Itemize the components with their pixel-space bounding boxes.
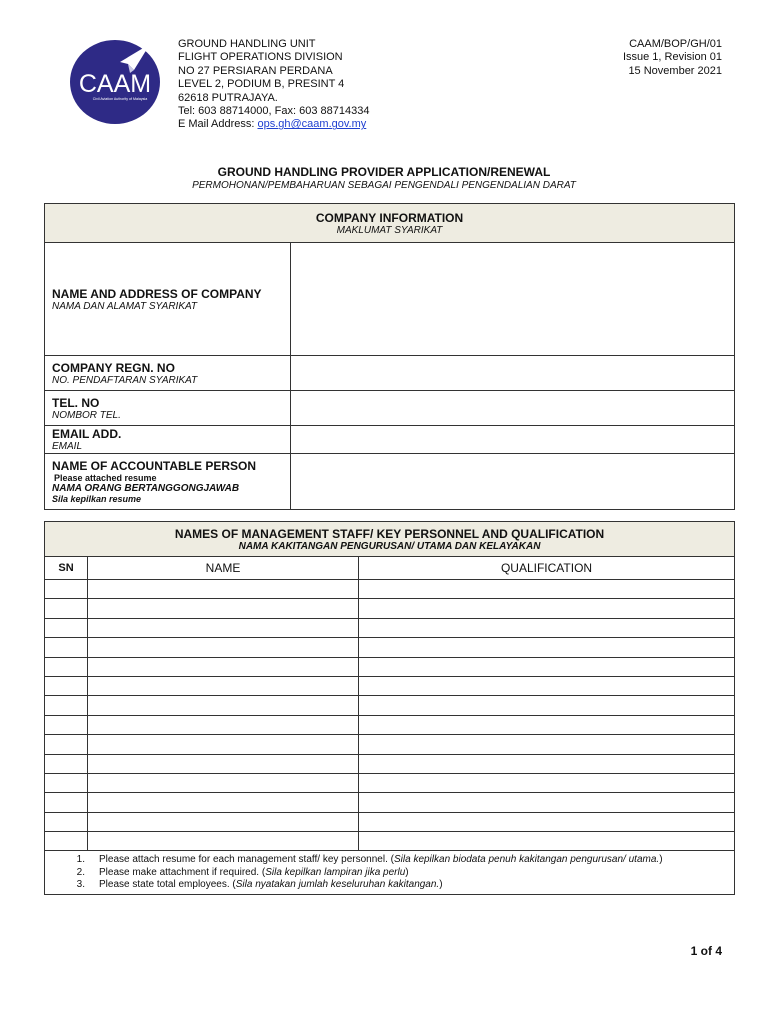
- name-cell[interactable]: [88, 696, 359, 715]
- label-en: COMPANY REGN. NO: [52, 360, 175, 375]
- company-info-title: COMPANY INFORMATION: [315, 210, 464, 225]
- note-text-ms: Sila kepilkan lampiran jika perlu: [265, 866, 406, 878]
- staff-table-header: [45, 522, 735, 557]
- label-en: NAME OF ACCOUNTABLE PERSON: [52, 459, 256, 473]
- note-text: Please attach resume for each management staff/ key personnel. (: [99, 854, 394, 866]
- address-line: FLIGHT OPERATIONS DIVISION: [178, 51, 343, 64]
- table-row: [45, 657, 735, 676]
- name-cell[interactable]: [88, 618, 359, 637]
- qualification-cell[interactable]: [359, 832, 735, 851]
- form-title: GROUND HANDLING PROVIDER APPLICATION/RENEWAL: [217, 165, 551, 179]
- sn-cell[interactable]: [45, 580, 88, 599]
- address-line: GROUND HANDLING UNIT: [178, 38, 316, 50]
- col-header-name: NAME: [88, 557, 359, 580]
- sn-cell[interactable]: [45, 676, 88, 695]
- tel-label: [45, 391, 291, 426]
- address-line: LEVEL 2, PODIUM B, PRESINT 4: [178, 78, 345, 91]
- company-info-table: [44, 203, 735, 510]
- label-en: NAME AND ADDRESS OF COMPANY: [52, 286, 262, 301]
- qualification-cell[interactable]: [359, 754, 735, 773]
- table-row: [45, 793, 735, 812]
- note-item: [45, 879, 734, 892]
- accountable-person-field[interactable]: [291, 454, 735, 510]
- qualification-cell[interactable]: [359, 638, 735, 657]
- sn-cell[interactable]: [45, 599, 88, 618]
- name-cell[interactable]: [88, 735, 359, 754]
- name-cell[interactable]: [88, 599, 359, 618]
- note-text-ms: Sila kepilkan biodata penuh kakitangan pengurusan/ utama.: [393, 854, 660, 866]
- accountable-person-label: [45, 454, 291, 510]
- name-cell[interactable]: [88, 773, 359, 792]
- name-cell[interactable]: [88, 812, 359, 831]
- name-cell[interactable]: [88, 580, 359, 599]
- note-text: Please state total employees. (: [99, 879, 236, 891]
- tel-field[interactable]: [291, 391, 735, 426]
- note-text-ms: Sila nyatakan jumlah keseluruhan kakitangan.: [235, 879, 440, 891]
- note-number: 2.: [76, 866, 85, 878]
- sn-cell[interactable]: [45, 754, 88, 773]
- company-info-title-ms: MAKLUMAT SYARIKAT: [336, 224, 443, 236]
- note-end: ): [439, 879, 443, 891]
- qualification-cell[interactable]: [359, 657, 735, 676]
- name-cell[interactable]: [88, 657, 359, 676]
- table-row: [45, 812, 735, 831]
- logo-subtext: Civil Aviation Authority of Malaysia: [92, 97, 148, 101]
- table-row: [45, 773, 735, 792]
- sn-cell[interactable]: [45, 715, 88, 734]
- name-cell[interactable]: [88, 754, 359, 773]
- sn-cell[interactable]: [45, 638, 88, 657]
- table-row: [45, 676, 735, 695]
- email-line: [178, 118, 369, 131]
- note-number: 1.: [76, 854, 85, 866]
- note-end: ): [659, 854, 663, 866]
- note-end: ): [405, 866, 409, 878]
- qualification-cell[interactable]: [359, 812, 735, 831]
- label-note: Please attached resume: [54, 473, 157, 483]
- table-row: [45, 754, 735, 773]
- table-row: [45, 618, 735, 637]
- address-line: Tel: 603 88714000, Fax: 603 88714334: [178, 105, 370, 118]
- sn-cell[interactable]: [45, 618, 88, 637]
- sn-cell[interactable]: [45, 793, 88, 812]
- sn-cell[interactable]: [45, 773, 88, 792]
- qualification-cell[interactable]: [359, 696, 735, 715]
- logo-text: CAAM: [78, 70, 152, 98]
- email-label: E Mail Address:: [178, 118, 258, 131]
- note-item: [45, 854, 734, 867]
- qualification-cell[interactable]: [359, 735, 735, 754]
- doc-date: 15 November 2021: [628, 64, 722, 77]
- qualification-cell[interactable]: [359, 618, 735, 637]
- email-add-label: [45, 426, 291, 454]
- label-en: TEL. NO: [52, 395, 100, 410]
- qualification-cell[interactable]: [359, 676, 735, 695]
- col-header-qualification: QUALIFICATION: [359, 557, 735, 580]
- qualification-cell[interactable]: [359, 773, 735, 792]
- staff-table: [44, 521, 735, 895]
- label-ms: EMAIL: [52, 441, 83, 452]
- table-row: [45, 638, 735, 657]
- name-cell[interactable]: [88, 715, 359, 734]
- staff-title-ms: NAMA KAKITANGAN PENGURUSAN/ UTAMA DAN KELAYAKAN: [238, 540, 541, 552]
- company-info-header: [45, 204, 735, 243]
- address-line: NO 27 PERSIARAN PERDANA: [178, 64, 333, 77]
- name-cell[interactable]: [88, 676, 359, 695]
- email-link[interactable]: ops.gh@caam.gov.my: [257, 118, 367, 131]
- sn-cell[interactable]: [45, 696, 88, 715]
- doc-code: CAAM/BOP/GH/01: [629, 38, 722, 50]
- notes-cell: [45, 851, 735, 895]
- qualification-cell[interactable]: [359, 580, 735, 599]
- sn-cell[interactable]: [45, 735, 88, 754]
- staff-title: NAMES OF MANAGEMENT STAFF/ KEY PERSONNEL AND QUALIFICATION: [174, 526, 605, 541]
- table-row: [45, 715, 735, 734]
- table-row: [45, 580, 735, 599]
- caam-logo: [70, 40, 160, 124]
- sn-cell[interactable]: [45, 832, 88, 851]
- document-reference: [623, 38, 722, 78]
- name-cell[interactable]: [88, 793, 359, 812]
- name-cell[interactable]: [88, 832, 359, 851]
- note-text: Please make attachment if required. (: [99, 866, 266, 878]
- table-row: [45, 696, 735, 715]
- table-row: [45, 599, 735, 618]
- sn-cell[interactable]: [45, 657, 88, 676]
- table-row: [45, 735, 735, 754]
- table-row: [45, 832, 735, 851]
- page-number: 1 of 4: [690, 944, 722, 958]
- notes-row: [45, 851, 735, 895]
- label-en: EMAIL ADD.: [52, 427, 122, 441]
- label-ms: NAMA DAN ALAMAT SYARIKAT: [52, 300, 198, 312]
- company-name-label: [45, 243, 291, 356]
- company-name-field[interactable]: [291, 243, 735, 356]
- note-item: [45, 867, 734, 880]
- company-regn-field[interactable]: [291, 356, 735, 391]
- label-ms: NOMBOR TEL.: [52, 409, 121, 421]
- company-regn-label: [45, 356, 291, 391]
- sn-cell[interactable]: [45, 812, 88, 831]
- label-ms: NAMA ORANG BERTANGGONGJAWAB: [52, 483, 240, 494]
- note-number: 3.: [76, 879, 85, 891]
- email-field[interactable]: [291, 426, 735, 454]
- doc-issue: Issue 1, Revision 01: [622, 51, 722, 64]
- qualification-cell[interactable]: [359, 793, 735, 812]
- label-note-ms: Sila kepilkan resume: [52, 494, 142, 504]
- address-block: [178, 38, 369, 132]
- label-ms: NO. PENDAFTARAN SYARIKAT: [52, 374, 198, 386]
- name-cell[interactable]: [88, 638, 359, 657]
- col-header-sn: SN: [45, 557, 88, 580]
- address-line: 62618 PUTRAJAYA.: [178, 91, 278, 104]
- qualification-cell[interactable]: [359, 715, 735, 734]
- form-subtitle: PERMOHONAN/PEMBAHARUAN SEBAGAI PENGENDALI PENGENDALIAN DARAT: [192, 180, 576, 191]
- qualification-cell[interactable]: [359, 599, 735, 618]
